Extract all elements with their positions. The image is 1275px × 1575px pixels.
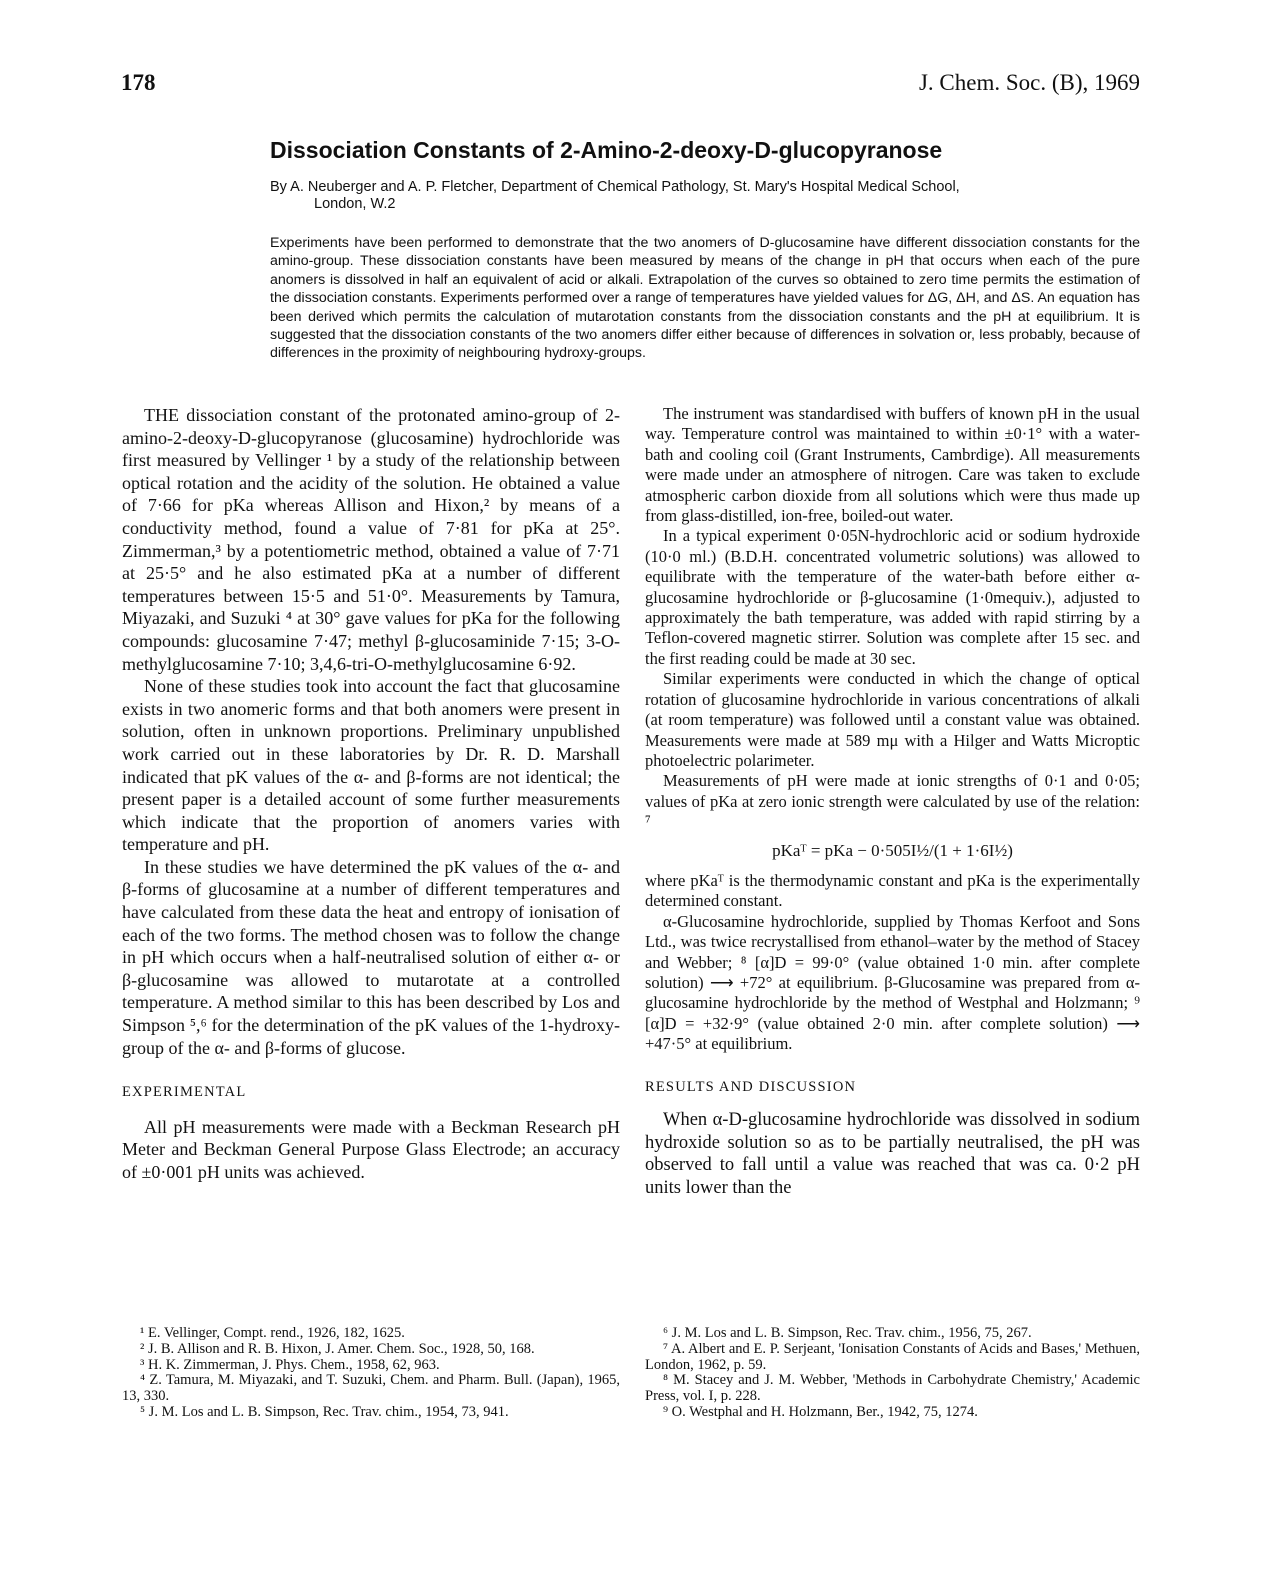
footnote: ⁸ M. Stacey and J. M. Webber, 'Methods in Carbohydrate Chemistry,' Academic Press, vol. I, p. 228. — [645, 1372, 1140, 1405]
page-number: 178 — [121, 70, 156, 95]
footnote: ⁴ Z. Tamura, M. Miyazaki, and T. Suzuki, Chem. and Pharm. Bull. (Japan), 1965, 13, 330. — [122, 1372, 620, 1405]
body-paragraph: The instrument was standardised with buffers of known pH in the usual way. Temperature control was maintained to within ±0·1° with a water-bath and cooling coil (Grant Instruments, Cambrdige). All measurements were made under an atmosphere of nitrogen. Care was taken to exclude atmospheric carbon dioxide from all solutions which were thus made up from glass-distilled, ion-free, boiled-out water. — [645, 404, 1140, 526]
body-paragraph: When α-D-glucosamine hydrochloride was dissolved in sodium hydroxide solution so as to be partially neutralised, the pH was observed to fall until a value was reached that was ca. 0·2 pH units lower than the — [645, 1110, 1140, 1198]
equation: pKaᵀ = pKa − 0·505I½/(1 + 1·6I½) — [772, 840, 1013, 860]
footnote: ⁶ J. M. Los and L. B. Simpson, Rec. Trav. chim., 1956, 75, 267. — [663, 1325, 1032, 1341]
body-paragraph: All pH measurements were made with a Beckman Research pH Meter and Beckman General Purpose Glass Electrode; an accuracy of ±0·001 pH units was achieved. — [122, 1116, 620, 1182]
footnote: ⁹ O. Westphal and H. Holzmann, Ber., 1942, 75, 1274. — [663, 1403, 978, 1420]
author-affiliation — [270, 179, 1140, 213]
section-heading-results: RESULTS AND DISCUSSION — [645, 1078, 857, 1095]
body-paragraph: α-Glucosamine hydrochloride, supplied by Thomas Kerfoot and Sons Ltd., was twice recrystallised from ethanol–water by the method of Stacey and Webber; ⁸ [α]D = 99·0° (value obtained 1·0 min. after complete solution) ⟶ +72° at equilibrium. β-Glucosamine was prepared from α-glucosamine hydrochloride by the method of Westphal and Holzmann; ⁹ [α]D = +32·9° (value obtained 2·0 min. after complete solution) ⟶ +47·5° at equilibrium. — [645, 911, 1140, 1054]
left-column — [122, 404, 620, 1184]
footnote: ⁵ J. M. Los and L. B. Simpson, Rec. Trav. chim., 1954, 73, 941. — [140, 1403, 509, 1420]
body-paragraph: Measurements of pH were made at ionic strengths of 0·1 and 0·05; values of pKa at zero ionic strength were calculated by use of the relation: ⁷ — [645, 771, 1140, 832]
author-line-1: By A. Neuberger and A. P. Fletcher, Department of Chemical Pathology, St. Mary's Hospital Medical School, — [270, 179, 960, 195]
body-paragraph: In a typical experiment 0·05N-hydrochloric acid or sodium hydroxide (10·0 ml.) (B.D.H. concentrated volumetric solutions) was allowed to equilibrate with the temperature of the water-bath before either α-glucosamine hydrochloride or β-glucosamine (1·0mequiv.), adjusted to approximately the bath temperature, was added with rapid stirring by a Teflon-covered magnetic stirrer. Solution was complete after 15 sec. and the first reading could be made at 30 sec. — [645, 526, 1140, 668]
abstract: Experiments have been performed to demonstrate that the two anomers of D-glucosamine have different dissociation constants for the amino-group. These dissociation constants have been measured by means of the change in pH that occurs when each of the pure anomers is dissolved in half an equivalent of acid or alkali. Extrapolation of the curves so obtained to zero time permits the estimation of the dissociation constants. Experiments performed over a range of temperatures have yielded values for ΔG, ΔH, and ΔS. An equation has been derived which permits the calculation of mutarotation constants from the dissociation constants and the pH at equilibrium. It is suggested that the dissociation constants of the two anomers differ either because of differences in solvation or, less probably, because of differences in the proximity of neighbouring hydroxy-groups. — [270, 235, 1140, 362]
body-paragraph: where pKaᵀ is the thermodynamic constant and pKa is the experimentally determined constant. — [645, 870, 1140, 911]
footnotes-left — [122, 1326, 620, 1421]
footnote: ² J. B. Allison and R. B. Hixon, J. Amer. Chem. Soc., 1928, 50, 168. — [140, 1340, 535, 1357]
right-column — [645, 404, 1140, 1199]
body-paragraph: In these studies we have determined the pK values of the α- and β-forms of glucosamine at a number of different temperatures and have calculated from these data the heat and entropy of ionisation of each of the two forms. The method chosen was to follow the change in pH which occurs when a half-neutralised solution of either α- or β-glucosamine was allowed to mutarotate at a controlled temperature. A method similar to this has been described by Los and Simpson ⁵,⁶ for the determination of the pK values of the 1-hydroxy-group of the α- and β-forms of glucose. — [122, 856, 620, 1058]
article-title: Dissociation Constants of 2-Amino-2-deoxy-D-glucopyranose — [270, 137, 943, 163]
footnotes-right — [645, 1326, 1140, 1421]
author-line-2: London, W.2 — [314, 196, 396, 212]
footnote: ³ H. K. Zimmerman, J. Phys. Chem., 1958, 62, 963. — [140, 1356, 440, 1373]
body-paragraph: THE dissociation constant of the protonated amino-group of 2-amino-2-deoxy-D-glucopyranose (glucosamine) hydrochloride was first measured by Vellinger ¹ by a study of the relationship between optical rotation and the acidity of the solution. He obtained a value of 7·66 for pKa whereas Allison and Hixon,² by means of a conductivity method, found a value of 7·81 for pKa at 25°. Zimmerman,³ by a potentiometric method, obtained a value of 7·71 at 25·5° and he also estimated pKa at a number of different temperatures between 15·5 and 51·0°. Measurements by Tamura, Miyazaki, and Suzuki ⁴ at 30° gave values for pKa for the following compounds: glucosamine 7·47; methyl β-glucosaminide 7·15; 3-O-methylglucosamine 7·10; 3,4,6-tri-O-methylglucosamine 6·92. — [122, 405, 620, 674]
body-paragraph: None of these studies took into account the fact that glucosamine exists in two anomeric forms and that both anomers were present in solution, often in unknown proportions. Preliminary unpublished work carried out in these laboratories by Dr. R. D. Marshall indicated that pK values of the α- and β-forms are not identical; the present paper is a detailed account of some further measurements which indicate that the proportion of anomers varies with temperature and pH. — [122, 676, 620, 855]
footnote: ⁷ A. Albert and E. P. Serjeant, 'Ionisation Constants of Acids and Bases,' Methuen, London, 1962, p. 59. — [645, 1340, 1140, 1373]
journal-citation: J. Chem. Soc. (B), 1969 — [918, 70, 1140, 95]
body-paragraph: Similar experiments were conducted in which the change of optical rotation of glucosamine hydrochloride in various concentrations of alkali (at room temperature) was followed until a constant value was obtained. Measurements were made at 589 mμ with a Hilger and Watts Microptic photoelectric polarimeter. — [645, 669, 1140, 770]
footnote: ¹ E. Vellinger, Compt. rend., 1926, 182, 1625. — [140, 1325, 405, 1341]
section-heading-experimental: EXPERIMENTAL — [122, 1084, 247, 1101]
